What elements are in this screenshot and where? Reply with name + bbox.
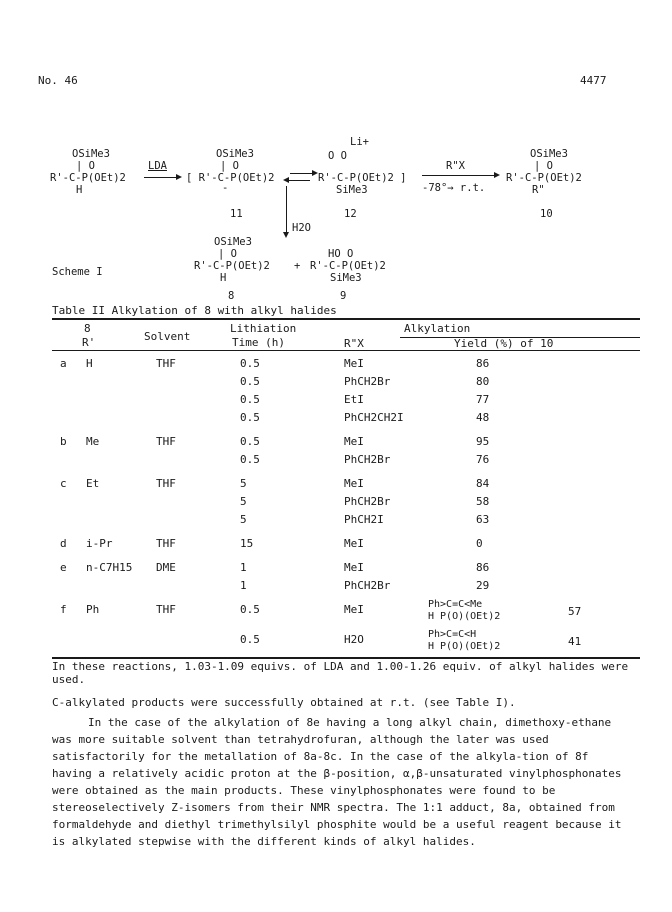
row-lithiation-time: 15 [240,537,254,550]
compound-10-label: 10 [540,208,553,220]
chelate-top: O O [328,150,347,162]
arrow-head-alkylation [494,172,500,178]
left-compound-sub: H [76,184,83,196]
chelate-sub: SiMe3 [336,184,368,196]
chelate-main: R'-C-P(OEt)2 ] [318,172,407,184]
alkylation-condition: -78°→ r.t. [422,182,486,194]
anion-top: OSiMe3 [216,148,254,160]
product-sub: R" [532,184,545,196]
header-rule [52,350,640,351]
row-yield: 0 [476,537,483,550]
equilibrium-back-head [283,177,289,183]
row-alkyl-halide: EtI [344,393,364,406]
header-yield: Yield (%) of 10 [454,337,554,350]
header-r: R' [82,336,96,349]
journal-issue: No. 46 [38,74,78,87]
row-alkyl-halide: MeI [344,537,364,550]
row-yield: 77 [476,393,490,406]
arrow-head-hydrolysis [283,232,289,238]
header-solvent: Solvent [144,330,191,343]
product-top: OSiMe3 [530,148,568,160]
row-solvent: THF [156,357,176,370]
row-lithiation-time: 0.5 [240,435,260,448]
row-alkyl-halide: MeI [344,477,364,490]
product-9-top: HO O [328,248,354,260]
row-yield: 48 [476,411,490,424]
table-caption: Table II Alkylation of 8 with alkyl halides [52,304,337,317]
row-r-group: Me [86,435,100,448]
row-lithiation-time: 0.5 [240,603,260,616]
row-lithiation-time: 1 [240,579,247,592]
row-label: d [60,537,67,550]
table-footnote: In these reactions, 1.03-1.09 equivs. of LDA and 1.00-1.26 equiv. of alkyl halides were used. [52,660,629,686]
row-r-group: H [86,357,93,370]
row-alkyl-halide: MeI [344,603,364,616]
scheme-label: Scheme I [52,266,103,278]
row-solvent: THF [156,435,176,448]
table-top-rule [52,318,640,320]
row-solvent: THF [156,603,176,616]
reagent-lda: LDA [148,160,167,172]
anion-charge: - [222,182,229,194]
row-alkyl-halide: PhCH2Br [344,579,391,592]
row-label: f [60,603,67,616]
reagent-rx: R"X [446,160,465,172]
left-compound-top: OSiMe3 [72,148,110,160]
product-8-sub: H [220,272,227,284]
row-alkyl-halide: PhCH2Br [344,375,391,388]
left-compound-bond: | O [76,160,95,172]
row-label: a [60,357,67,370]
compound-11-label: 11 [230,208,243,220]
row-yield: 63 [476,513,490,526]
row-label: b [60,435,67,448]
arrow-lda [144,177,176,178]
row-solvent: DME [156,561,176,574]
row-vinyl-product-phosphonate: H P(O)(OEt)2 [428,641,501,652]
product-8-main: R'-C-P(OEt)2 [194,260,270,272]
row-yield: 95 [476,435,490,448]
row-lithiation-time: 0.5 [240,375,260,388]
row-yield: 80 [476,375,490,388]
row-yield: 29 [476,579,490,592]
arrow-alkylation [422,175,494,176]
row-lithiation-time: 0.5 [240,357,260,370]
compound-9-label: 9 [340,290,347,302]
row-lithiation-time: 5 [240,477,247,490]
row-alkyl-halide: PhCH2Br [344,495,391,508]
row-alkyl-halide: MeI [344,561,364,574]
row-alkyl-halide: H2O [344,633,364,646]
row-alkyl-halide: PhCH2CH2I [344,411,404,424]
row-yield: 76 [476,453,490,466]
row-r-group: n-C7H15 [86,561,133,574]
anion-main: [ R'-C-P(OEt)2 [186,172,275,184]
paragraph-2: In the case of the alkylation of 8e having a long alkyl chain, dimethoxy-ethane was more suitable solvent than tetrahydrofuran, although the later was used satisfactorily for the metallation of 8a-8c. In the case of the alkyla-tion of 8f having a relatively acidic proton at the β-position, α,β-unsaturated vinylphosphonates were obtained as the main products. These vinylphosphonates were found to be stereoselectively Z-isomers from their NMR spectra. The 1:1 adduct, 8a, obtained from formaldehyde and diethyl trimethylsilyl phosphite would be a useful reagent because it is alkylated stepwise with the different kinds of alkyl halides. [52,716,622,848]
row-alkyl-halide: MeI [344,357,364,370]
row-label: c [60,477,67,490]
row-lithiation-time: 0.5 [240,453,260,466]
compound-12-label: 12 [344,208,357,220]
product-8-top: OSiMe3 [214,236,252,248]
table-bottom-rule [52,657,640,659]
row-vinyl-product-phosphonate: H P(O)(OEt)2 [428,611,501,622]
product-9-main: R'-C-P(OEt)2 [310,260,386,272]
anion-bond: | O [220,160,239,172]
header-lithiation: Lithiation [230,322,297,335]
chelate-lithium: Li+ [350,136,369,148]
arrow-hydrolysis [286,186,287,232]
header-time: Time (h) [232,336,285,349]
row-yield: 41 [568,635,582,648]
row-alkyl-halide: PhCH2Br [344,453,391,466]
product-bond: | O [534,160,553,172]
header-compound: 8 [84,322,91,335]
row-r-group: Et [86,477,100,490]
compound-8-label: 8 [228,290,235,302]
row-yield: 57 [568,605,582,618]
row-yield: 86 [476,561,490,574]
row-lithiation-time: 0.5 [240,633,260,646]
row-yield: 58 [476,495,490,508]
row-yield: 86 [476,357,490,370]
header-rx: R"X [344,337,364,350]
row-lithiation-time: 1 [240,561,247,574]
left-compound-main: R'-C-P(OEt)2 [50,172,126,184]
page-number: 4477 [580,74,607,87]
row-lithiation-time: 5 [240,495,247,508]
product-9-sub: SiMe3 [330,272,362,284]
row-yield: 84 [476,477,490,490]
row-alkyl-halide: PhCH2I [344,513,384,526]
product-8-bond: | O [218,248,237,260]
header-alkylation: Alkylation [404,322,471,335]
row-vinyl-product: Ph>C=C<Me [428,599,483,610]
reagent-water: H2O [292,222,311,234]
row-r-group: Ph [86,603,100,616]
row-solvent: THF [156,537,176,550]
row-r-group: i-Pr [86,537,113,550]
row-alkyl-halide: MeI [344,435,364,448]
row-lithiation-time: 0.5 [240,393,260,406]
equilibrium-back [288,180,310,181]
row-lithiation-time: 0.5 [240,411,260,424]
row-label: e [60,561,67,574]
row-solvent: THF [156,477,176,490]
product-main: R'-C-P(OEt)2 [506,172,582,184]
row-vinyl-product: Ph>C=C<H [428,629,477,640]
equilibrium-forward [290,173,312,174]
plus-sign: + [294,260,301,272]
arrow-head-lda [176,174,182,180]
row-lithiation-time: 5 [240,513,247,526]
paragraph-1: C-alkylated products were successfully obtained at r.t. (see Table I). [52,696,516,709]
